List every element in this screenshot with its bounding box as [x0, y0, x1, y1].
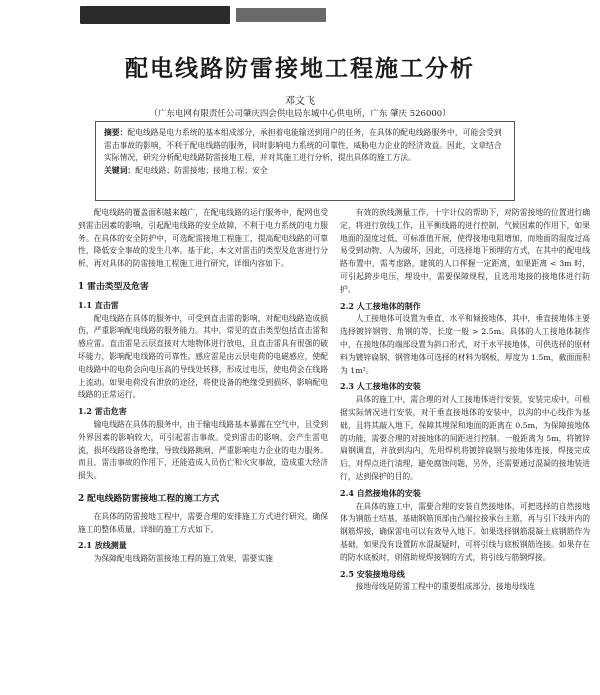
subsection-heading: 2.3 人工接地体的安装 [340, 381, 421, 392]
keywords-label: 关键词： [104, 165, 136, 175]
paper-title: 配电线路防雷接地工程施工分析 [125, 55, 475, 82]
header-bar [80, 6, 230, 24]
paragraph: 有效的放线测量工作，十字计仪的帮助下，对防雷接地的位置进行确定，将进行放线工作，且平衡线路的进行控制，气候因素的作用下，如果地面的湿度过低，可标准值开展，使得接地电阻增加，而地面的湿度过高易受到动物、人为破坏，因此，可选择地下预埋的方式，在其中的配电线路布置中，需考虑路，建筑的人口挥握一定距离，如果距离 < 3m 时，可引起跨步电压，埋设中，需要保障规程，且选用地接的接地体进行防护。 [340, 208, 590, 294]
paragraph: 配电线路的覆盖面积越来越广，在配电线路的运行服务中，配网也受到雷击因素的影响，引起配电线路的安全故障，不利于电力系统的电力服务。在具体的安全防护中，可选配雷接地工程施工，提高配电线路的可靠性，降低安全事故的发生几率。基于此，本文对雷击的类型及危害进行分析，再对具体的防雷接地工程施工进行研究，详细内容如下。 [78, 208, 328, 269]
abstract-label: 摘要： [104, 128, 128, 137]
paragraph: 输电线路在具体的服务中，由于输电线路基本暴露在空气中，且受到外界因素的影响较大，可引起雷击事故。受到雷击的影响，会产生雷电流，损坏线路设备绝缘，导致线路跳闸，严重影响电力企业的电力服务。而且，雷击事故的作用下，还能造成人员伤亡和火灾事故，造成重大经济损失。 [78, 419, 328, 481]
subsection-heading: 2.2 人工接地体的制作 [340, 300, 421, 311]
paragraph: 为保障配电线路防雷接地工程的施工效果，需要实施 [93, 554, 273, 564]
abstract-box [95, 121, 515, 201]
affiliation: （广东电网有限责任公司肇庆四会供电局东城中心供电所，广东 肇庆 526000） [149, 109, 451, 119]
paragraph: 在具体的施工中，需要合理的安装自然接地体，可把选择的自然接地体为钢筋土结基，基础钢筋顶部由凸端拉接承台主筋，再与引下线并内的钢筋焊接，确保雷电可以有效导入地下。如果选择钢筋混凝土底钢筋作为基础，如果没有设置防水混凝疑时，可将引线与底板钢筋连接。如果存在的防水底板时，则借助规焊接钢的方式，将引线与筋钢焊接。 [340, 501, 590, 562]
paragraph: 在具体的防雷接地工程中，需要合理的安排施工方式进行研究，确保施工的整体质量，详细的施工方式如下。 [78, 511, 328, 534]
keywords-text: 配电线路；防雷接地；接地工程；安全 [135, 165, 268, 175]
paragraph: 具体的施工中，需合理的对人工接地体进行安装，安装完成中，可根据实际情况进行安装，对于垂直接地体的安装中，以沟的中心线作为基础，且将其敲入地下，保障其埋深和地面的距离在 0.5m，为保障接地体的功能，需要合理的对接地体的间距进行控制。一般距离为 5m，将镀锌扁钢调直，并放到沟内，先用焊机将镀锌扁钢与接地体连接，焊接完成后，对焊点进行清理，避免腐蚀问题，另外，还需要通过混凝的接地装进行，达到保护的目的。 [340, 395, 590, 481]
keywords [104, 165, 506, 178]
paragraph: 人工接地体可设置为垂直、水平和倾接地体，其中，垂直接地体主要选择镀锌钢管、角钢的等，长度一般 > 2.5m。具体的人工接地体制作中，在接地体的端部设置为斜口形式，对于水平接地体，可供选择的原材料为镀锌扁钢、钢管地体可选择的材料为钢板，厚度为 1.5m，截面面积为 1m²。 [340, 314, 590, 375]
section-heading: 2 配电线路防雷接地工程的施工方式 [78, 493, 220, 504]
subsection-heading: 1.2 雷击危害 [78, 406, 127, 417]
subsection-heading: 2.1 放线测量 [78, 540, 127, 551]
subsection-heading: 2.4 自然接地体的安装 [340, 487, 421, 498]
abstract [104, 127, 506, 165]
paragraph: 接地母线是防雷工程中的重要组成部分，接地母线连 [355, 582, 535, 592]
author: 邓文飞 [285, 96, 315, 107]
header-bar-secondary [236, 8, 326, 22]
section-heading: 1 雷击类型及危害 [78, 281, 149, 292]
subsection-heading: 1.1 直击雷 [78, 299, 119, 310]
right-column [340, 207, 590, 594]
abstract-text: 配电线路是电力系统的基本组成部分，承担着电能输送到用户的任务，在具体的配电线路服务中，可能会受到雷击事故的影响，不利于配电线路的服务，同时影响电力系统的可靠性，威胁电力企业的经济效益。因此，文章结合实际情况，研究分析配电线路防雷接地工程，并对其施工进行分析，提出具体的施工方法。 [104, 128, 502, 163]
left-column [78, 207, 328, 566]
paragraph: 配电线路在具体的服务中，可受到直击雷的影响，对配电线路造成损伤，严重影响配电线路的服务能力。其中，常见的直击类型包括直击雷和感应雷。直击雷是云层直接对大地物体进行放电，且直击雷具有很强的破坏能力，影响配电线路的可靠性。感应雷是由云层电荷的电磁感应，使配电线路中的电荷会向电压高的导线处转移，形成过电压，使电荷会在线路上流动。如果电荷没有泄放的途径，将使设备的绝缘受到损坏，影响配电线路的正常运行。 [78, 313, 328, 400]
subsection-heading: 2.5 安装接地母线 [340, 568, 405, 579]
